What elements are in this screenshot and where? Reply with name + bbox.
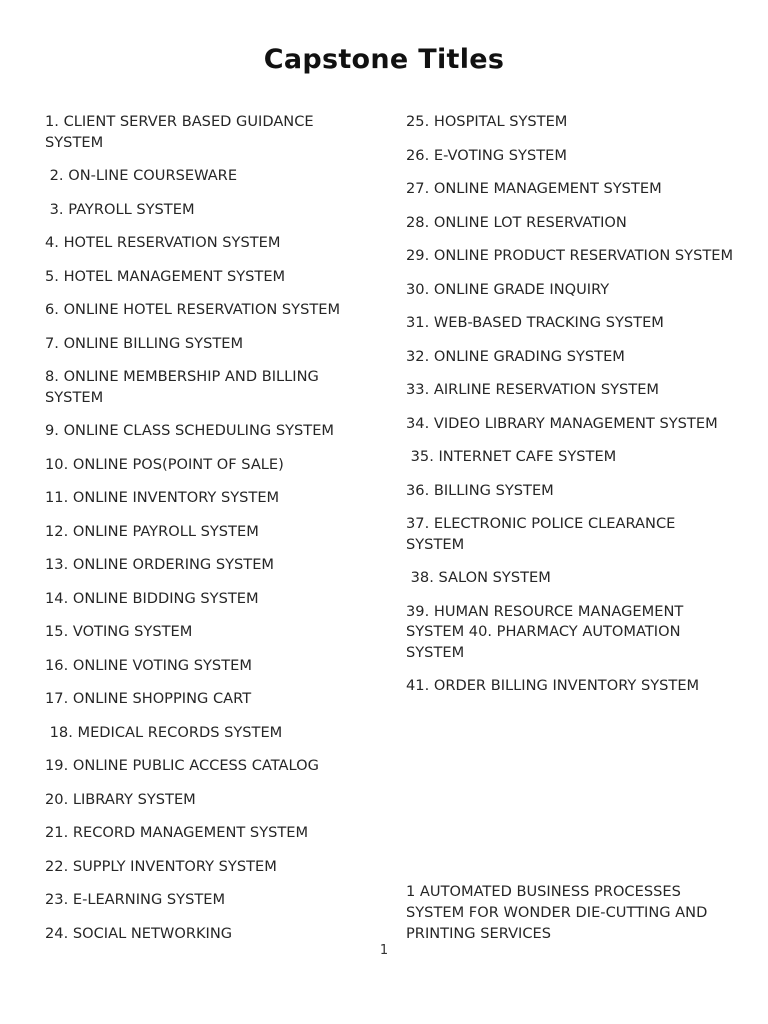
- list-item: 41. ORDER BILLING INVENTORY SYSTEM: [406, 677, 700, 694]
- list-item: 34. VIDEO LIBRARY MANAGEMENT SYSTEM: [406, 414, 718, 432]
- page-number: 1: [379, 943, 389, 958]
- list-item: 11. ONLINE INVENTORY SYSTEM: [45, 489, 280, 506]
- list-item: 21. RECORD MANAGEMENT SYSTEM: [45, 824, 309, 841]
- page-title: Capstone Titles: [263, 44, 505, 75]
- list-item: 24. SOCIAL NETWORKING: [45, 924, 233, 942]
- list-item: 37. ELECTRONIC POLICE CLEARANCE SYSTEM: [406, 515, 680, 553]
- list-item: 27. ONLINE MANAGEMENT SYSTEM: [406, 180, 662, 197]
- list-item: 7. ONLINE BILLING SYSTEM: [45, 334, 244, 352]
- list-item: 38. SALON SYSTEM: [406, 569, 551, 586]
- list-item: 4. HOTEL RESERVATION SYSTEM: [45, 234, 281, 251]
- list-item: 9. ONLINE CLASS SCHEDULING SYSTEM: [45, 422, 335, 439]
- list-item: 8. ONLINE MEMBERSHIP AND BILLING SYSTEM: [45, 368, 324, 406]
- list-item: 33. AIRLINE RESERVATION SYSTEM: [406, 381, 660, 398]
- list-item: 5. HOTEL MANAGEMENT SYSTEM: [45, 267, 286, 285]
- list-item: 28. ONLINE LOT RESERVATION: [406, 213, 627, 231]
- right-title-list: [406, 112, 736, 710]
- list-item: 13. ONLINE ORDERING SYSTEM: [45, 556, 275, 573]
- list-item: 2. ON-LINE COURSEWARE: [45, 167, 238, 184]
- list-item: 32. ONLINE GRADING SYSTEM: [406, 347, 625, 365]
- list-item: 29. ONLINE PRODUCT RESERVATION SYSTEM: [406, 247, 734, 264]
- list-item: 6. ONLINE HOTEL RESERVATION SYSTEM: [45, 301, 341, 318]
- footnote: 1 AUTOMATED BUSINESS PROCESSES SYSTEM FOR WONDER DIE-CUTTING AND PRINTING SERVICES: [406, 883, 708, 942]
- list-item: 39. HUMAN RESOURCE MANAGEMENT SYSTEM 40. PHARMACY AUTOMATION SYSTEM: [406, 602, 688, 661]
- list-item: 16. ONLINE VOTING SYSTEM: [45, 656, 252, 674]
- list-item: 17. ONLINE SHOPPING CART: [45, 690, 252, 707]
- list-item: 30. ONLINE GRADE INQUIRY: [406, 280, 610, 298]
- list-item: 31. WEB-BASED TRACKING SYSTEM: [406, 314, 664, 331]
- list-item: 26. E-VOTING SYSTEM: [406, 146, 567, 164]
- list-item: 1. CLIENT SERVER BASED GUIDANCE SYSTEM: [45, 113, 319, 151]
- list-item: 12. ONLINE PAYROLL SYSTEM: [45, 522, 259, 540]
- list-item: 20. LIBRARY SYSTEM: [45, 790, 196, 808]
- list-item: 23. E-LEARNING SYSTEM: [45, 891, 226, 908]
- list-item: 35. INTERNET CAFE SYSTEM: [406, 448, 617, 465]
- list-item: 14. ONLINE BIDDING SYSTEM: [45, 589, 259, 607]
- list-item: 25. HOSPITAL SYSTEM: [406, 113, 568, 130]
- list-item: 15. VOTING SYSTEM: [45, 623, 193, 640]
- list-item: 22. SUPPLY INVENTORY SYSTEM: [45, 857, 277, 875]
- left-title-list: [45, 112, 370, 957]
- list-item: 19. ONLINE PUBLIC ACCESS CATALOG: [45, 757, 319, 774]
- list-item: 36. BILLING SYSTEM: [406, 481, 554, 499]
- list-item: 10. ONLINE POS(POINT OF SALE): [45, 455, 284, 473]
- list-item: 3. PAYROLL SYSTEM: [45, 200, 195, 218]
- list-item: 18. MEDICAL RECORDS SYSTEM: [45, 723, 283, 741]
